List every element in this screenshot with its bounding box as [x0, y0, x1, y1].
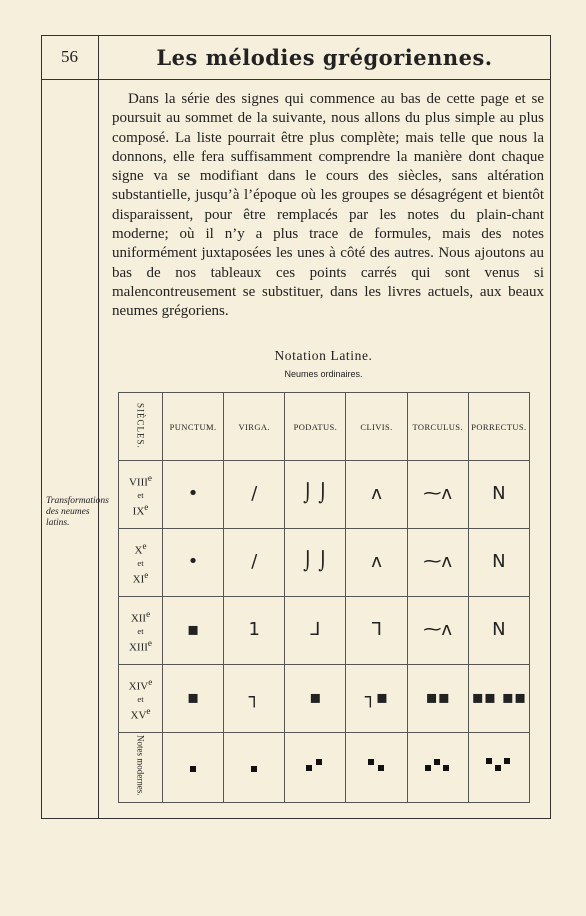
notation-title: Notation Latine.	[274, 348, 373, 363]
column-header: CLIVIS.	[346, 393, 407, 461]
neume-cell: ┐▪	[346, 665, 407, 733]
neume-cell: •	[163, 529, 224, 597]
century-label: Xe et XIe	[119, 529, 163, 597]
square-note-icon	[251, 766, 257, 772]
neume-cell: ▪	[285, 665, 346, 733]
neume-cell: /	[224, 529, 285, 597]
modern-notes-label: Notes modernes.	[119, 733, 163, 803]
table-row	[119, 529, 530, 597]
table-row	[119, 597, 530, 665]
column-header: TORCULUS.	[407, 393, 468, 461]
neume-cell: ▪	[163, 597, 224, 665]
neume-cell: •	[163, 461, 224, 529]
modern-neume-cell	[285, 733, 346, 803]
margin-note: Transformations des neumes latins.	[46, 496, 109, 528]
column-header: PODATUS.	[285, 393, 346, 461]
running-title: Les mélodies grégoriennes.	[156, 44, 493, 70]
neume-cell: ⁓ʌ	[407, 461, 468, 529]
modern-neume-cell	[224, 733, 285, 803]
column-header: PUNCTUM.	[163, 393, 224, 461]
neume-cell: ┐	[224, 665, 285, 733]
century-label: XIIe et XIIIe	[119, 597, 163, 665]
neumes-table	[118, 392, 530, 803]
neume-cell: 1	[224, 597, 285, 665]
clivis-squares-icon	[366, 757, 388, 773]
neume-cell: ⁓ʌ	[407, 597, 468, 665]
modern-neume-cell	[407, 733, 468, 803]
modern-neume-cell	[468, 733, 529, 803]
neume-cell: N	[468, 597, 529, 665]
torculus-squares-icon	[423, 757, 453, 773]
century-label: VIIIe et IXe	[119, 461, 163, 529]
column-header: PORRECTUS.	[468, 393, 529, 461]
neume-cell: ⌡ ⌡	[285, 529, 346, 597]
margin-divider	[98, 35, 99, 819]
neume-cell: ʌ	[346, 461, 407, 529]
porrectus-squares-icon	[484, 756, 514, 774]
neume-cell: /	[224, 461, 285, 529]
neume-cell: ⌡ ⌡	[285, 461, 346, 529]
neume-cell: ʌ	[346, 529, 407, 597]
century-label: XIVe et XVe	[119, 665, 163, 733]
neume-cell: ⅃	[285, 597, 346, 665]
neume-cell: N	[468, 529, 529, 597]
neume-cell: ▪▪	[407, 665, 468, 733]
table-row	[119, 461, 530, 529]
table-row	[119, 665, 530, 733]
modern-neume-cell	[346, 733, 407, 803]
century-header: SIÈCLES.	[119, 393, 163, 461]
page-number: 56	[61, 47, 78, 66]
square-note-icon	[190, 766, 196, 772]
table-header-row	[119, 393, 530, 461]
podatus-squares-icon	[304, 757, 326, 773]
neume-cell: ᒣ	[346, 597, 407, 665]
modern-neume-cell	[163, 733, 224, 803]
neume-cell: ▪▪ ▪▪	[468, 665, 529, 733]
notation-subtitle: Neumes ordinaires.	[284, 369, 363, 379]
table-row	[119, 733, 530, 803]
header-divider	[41, 79, 551, 80]
neume-cell: ⁓ʌ	[407, 529, 468, 597]
neume-cell: ▪	[163, 665, 224, 733]
neume-cell: N	[468, 461, 529, 529]
column-header: VIRGA.	[224, 393, 285, 461]
body-paragraph: Dans la série des signes qui commence au bas de cette page et se poursuit au sommet de la suivante, nous allons du plus simple au plus composé. La liste pourrait être plus complète; mais telle que nous la donnons, elle fera suffisamment comprendre la manière dont chaque signe va se modifiant dans le cours des siècles, sans altération substantielle, jusqu’à l’époque où les groupes se désagrégent et bientôt disparaissent, pour être remplacés par les notes du plain-chant moderne; où il n’y a plus trace de formules, mais des notes uniformément juxtaposées les unes à côté des autres. Nous ajoutons au bas de nos tableaux ces points carrés qui sont venus si malencontreusement se substituer, dans les livres actuels, aux beaux neumes grégoriens.	[112, 91, 544, 320]
